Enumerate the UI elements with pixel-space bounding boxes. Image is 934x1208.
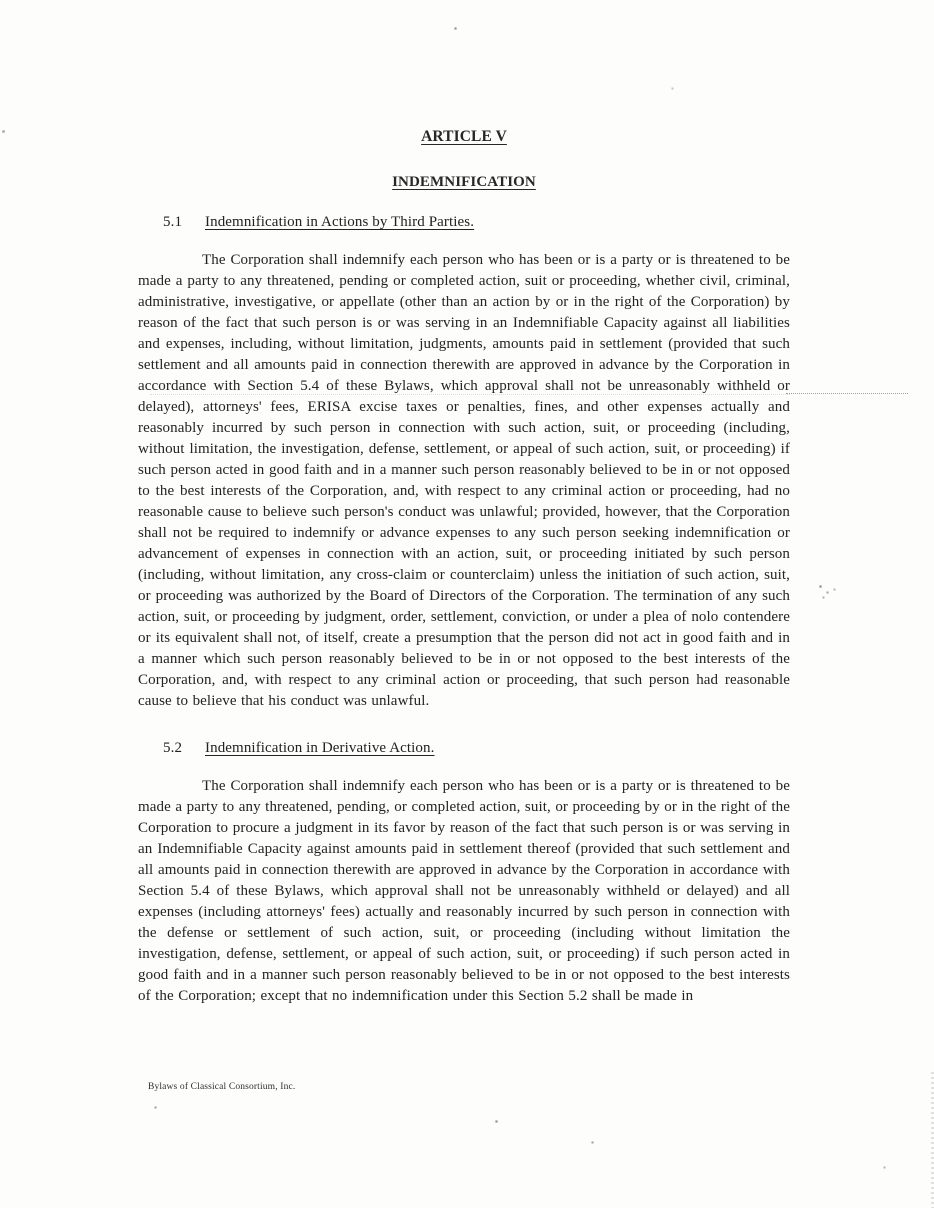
scan-artifact-dotted-line-margin — [786, 393, 908, 394]
section-5-1-heading-row — [138, 212, 790, 233]
scan-artifact-specks — [0, 0, 1, 1]
section-5-2-body: The Corporation shall indemnify each person who has been or is a party or is threatened to be made a party to any threatened, pending, or completed action, suit, or proceeding by or in the right of the Corporation to procure a judgment in its favor by reason of the fact that such person is or was serving in an Indemnifiable Capacity against amounts paid in settlement thereof (provided that such settlement and all amounts paid in connection therewith are approved in advance by the Corporation in accordance with Section 5.4 of these Bylaws, which approval shall not be unreasonably withheld or delayed) and all expenses (including attorneys' fees) actually and reasonably incurred by such person in connection with the defense or settlement of such action, suit, or proceeding (including without limitation the investigation, defense, settlement, or appeal of such action, suit, or proceeding) if such person acted in good faith and in a manner such person reasonably believed to be in or not opposed to the best interests of the Corporation; except that no indemnification under this Section 5.2 shall be made in — [138, 778, 790, 1004]
section-5-2-heading: Indemnification in Derivative Action. — [205, 740, 435, 756]
scan-artifact-dotted-line-through-text — [150, 394, 790, 395]
footer-document-label: Bylaws of Classical Consortium, Inc. — [148, 1082, 296, 1092]
section-5-2-heading-row — [138, 738, 790, 759]
section-5-1-heading: Indemnification in Actions by Third Parties. — [205, 214, 475, 230]
section-5-1-number: 5.1 — [163, 214, 183, 230]
section-5-1-body: The Corporation shall indemnify each person who has been or is a party or is threatened to be made a party to any threatened, pending or completed action, suit or proceeding, whether civil, criminal, administrative, investigative, or appellate (other than an action by or in the right of the Corporation) by reason of the fact that such person is or was serving in an Indemnifiable Capacity against all liabilities and expenses, including, without limitation, judgments, amounts paid in settlement (provided that such settlement and all amounts paid in connection therewith are approved in advance by the Corporation in accordance with Section 5.4 of these Bylaws, which approval shall not be unreasonably withheld or delayed), attorneys' fees, ERISA excise taxes or penalties, fines, and other expenses actually and reasonably incurred by such person in connection with such action, suit, or proceeding (including, without limitation, the investigation, defense, settlement, or appeal of such action, suit, or proceeding) if such person acted in good faith and in a manner such person reasonably believed to be in or not opposed to the best interests of the Corporation, and, with respect to any criminal action or proceeding, had no reasonable cause to believe such person's conduct was unlawful; provided, however, that the Corporation shall not be required to indemnify or advance expenses to any such person seeking indemnification or advancement of expenses in connection with an action, suit, or proceeding initiated by such person (including, without limitation, any cross-claim or counterclaim) unless the initiation of such action, suit, or proceeding was authorized by the Board of Directors of the Corporation. The termination of any such action, suit, or proceeding by judgment, order, settlement, conviction, or under a plea of nolo contendere or its equivalent shall not, of itself, create a presumption that the person did not act in good faith and in a manner which such person reasonably believed to be in or not opposed to the best interests of the Corporation, and, with respect to any criminal action or proceeding, that such person had reasonable cause to believe that his conduct was unlawful. — [138, 252, 790, 709]
article-title: ARTICLE V — [421, 128, 507, 145]
article-subtitle: INDEMNIFICATION — [392, 174, 536, 190]
section-5-2-number: 5.2 — [163, 740, 183, 756]
document-content — [138, 0, 790, 1092]
